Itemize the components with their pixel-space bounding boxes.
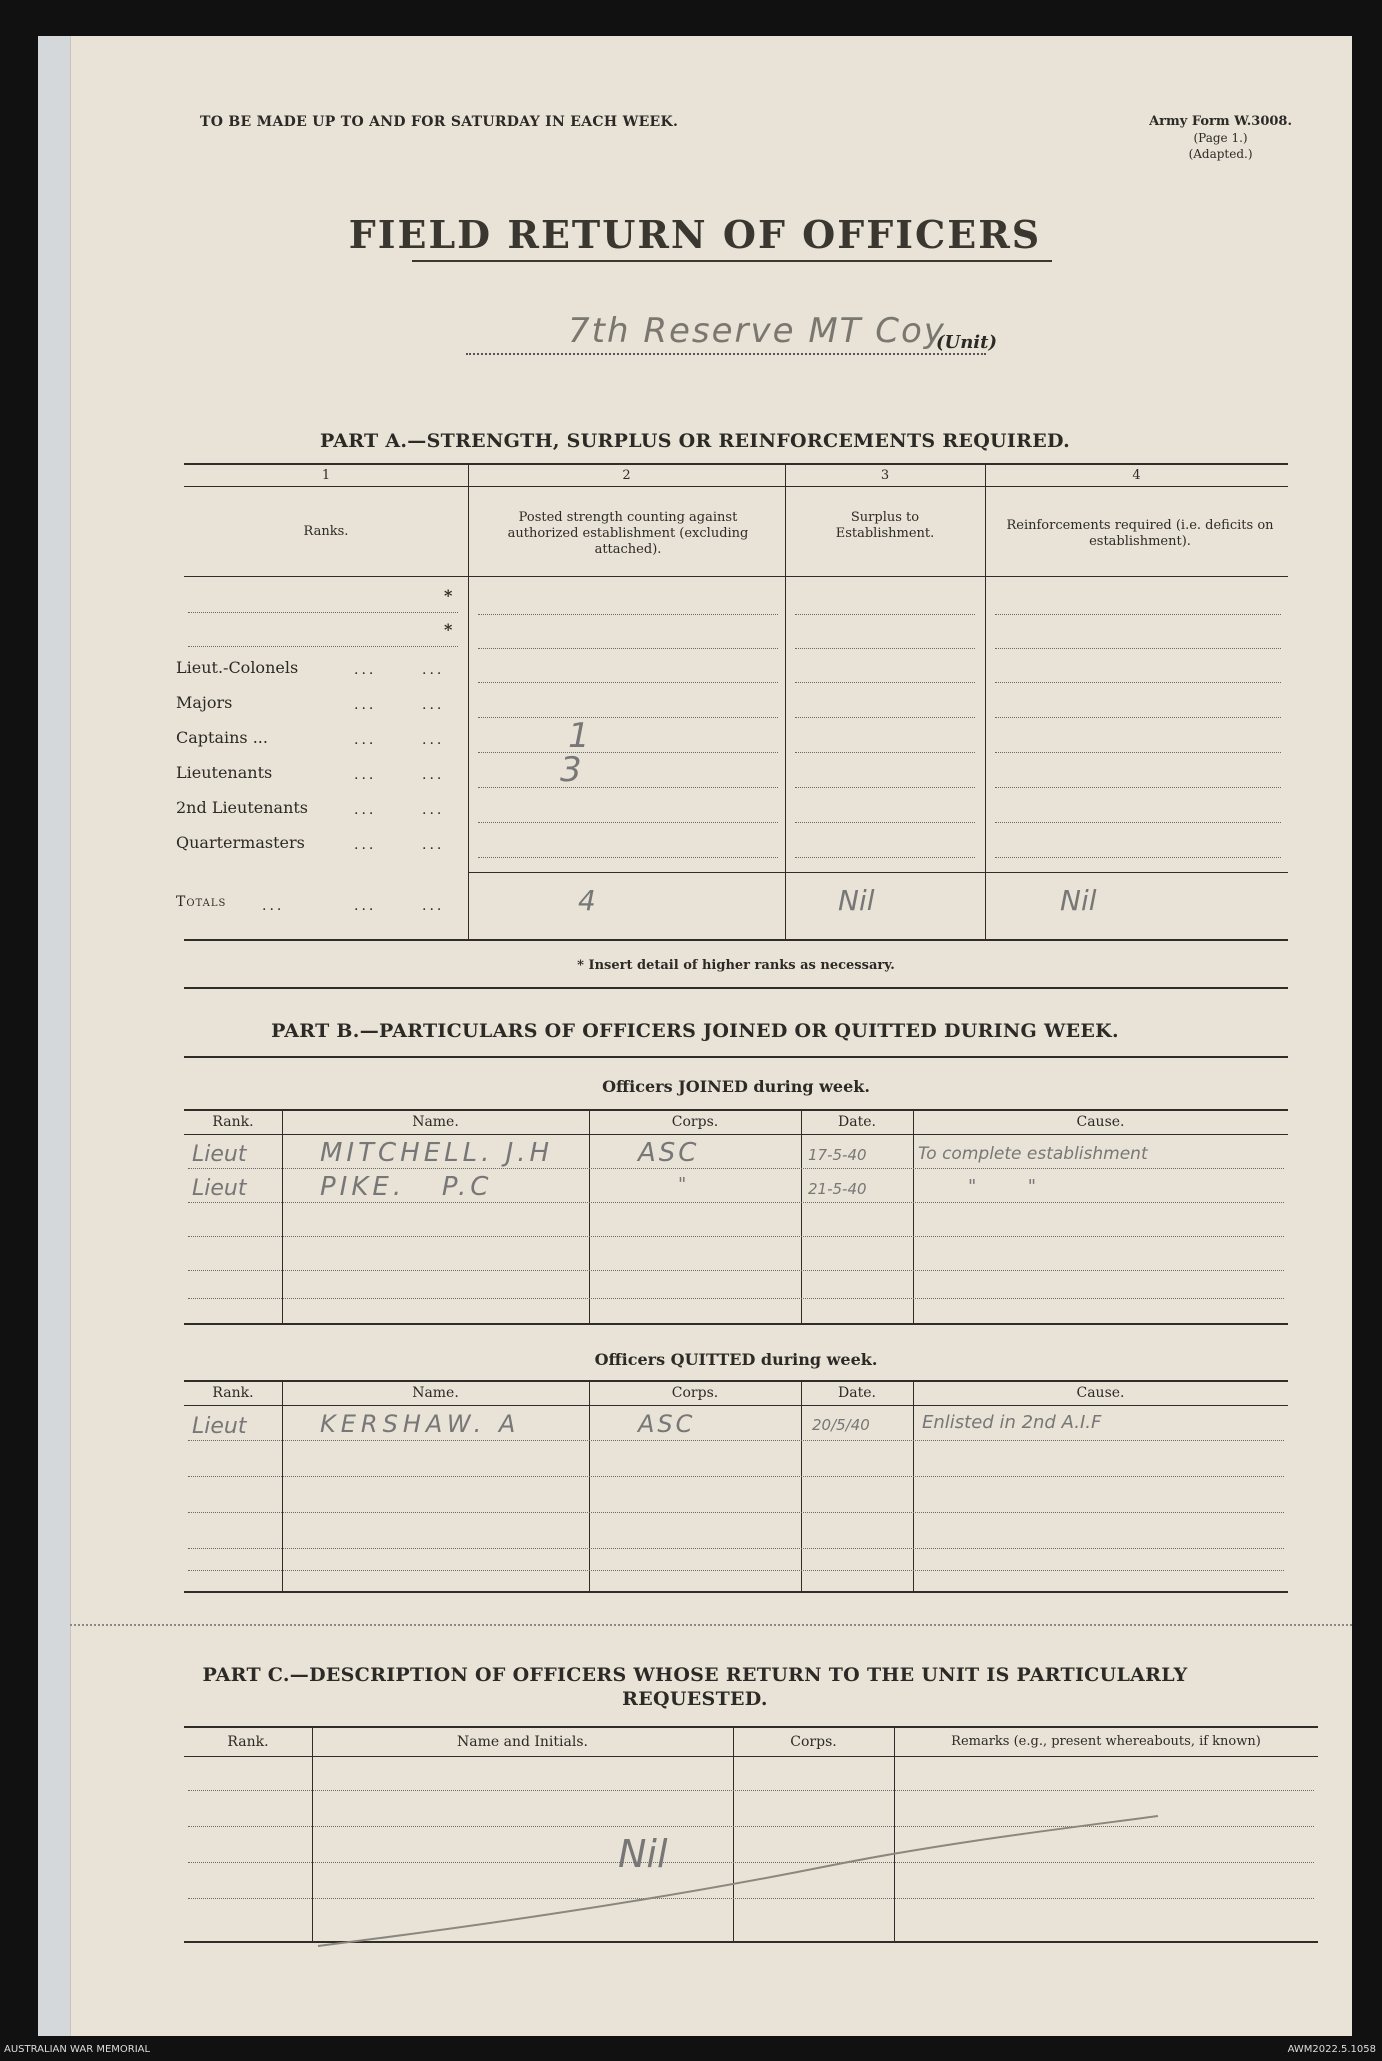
joined-row1-rank: Lieut <box>192 1142 247 1167</box>
rank-dots: ... <box>354 898 377 914</box>
col-number-1: 1 <box>321 468 331 483</box>
captains-strength: 1 <box>568 716 590 756</box>
part-a-note: * Insert detail of higher ranks as necessary. <box>577 958 895 973</box>
totals-reinforcements: Nil <box>1060 884 1097 917</box>
form-page-number: (Page 1.) <box>1193 131 1248 145</box>
unit-line <box>466 353 986 355</box>
col-number-3: 3 <box>880 468 890 483</box>
joined-row1-cause: To complete establishment <box>918 1144 1148 1164</box>
instruction-text: TO BE MADE UP TO AND FOR SATURDAY IN EACH WEEK. <box>200 114 679 130</box>
footer-accession: AWM2022.5.1058 <box>1287 2044 1376 2055</box>
unit-label: (Unit) <box>936 332 997 353</box>
joined-title: Officers JOINED during week. <box>602 1077 870 1096</box>
col-number-2: 2 <box>622 468 631 483</box>
part-c-col-remarks: Remarks (e.g., present whereabouts, if known) <box>951 1734 1261 1749</box>
title-underline <box>412 260 1052 262</box>
joined-row1-corps: ASC <box>638 1138 700 1168</box>
quitted-title: Officers QUITTED during week. <box>594 1350 878 1369</box>
rank-quartermasters: Quartermasters <box>176 833 305 852</box>
totals-surplus: Nil <box>838 884 875 917</box>
totals-strength: 4 <box>578 884 596 917</box>
form-adapted: (Adapted.) <box>1188 147 1253 161</box>
perforation-line <box>70 1624 1352 1626</box>
joined-col-corps: Corps. <box>671 1114 719 1130</box>
rank-dots: ... <box>422 697 445 713</box>
rank-dots: ... <box>354 732 377 748</box>
rank-dots: ... <box>354 802 377 818</box>
col-header-reinforcements: Reinforcements required (i.e. deficits on establishment). <box>1006 518 1274 549</box>
rank-dots: ... <box>354 837 377 853</box>
footer-credit: AUSTRALIAN WAR MEMORIAL <box>4 2044 151 2055</box>
quitted-row1-rank: Lieut <box>192 1414 247 1439</box>
joined-row2-name: PIKE. P.C <box>320 1172 493 1202</box>
part-b-title: PART B.—PARTICULARS OF OFFICERS JOINED OR QUITTED DURING WEEK. <box>271 1020 1119 1042</box>
part-c-title-line1: PART C.—DESCRIPTION OF OFFICERS WHOSE RETURN TO THE UNIT IS PARTICULARLY <box>202 1664 1188 1686</box>
star-marker: * <box>444 620 453 639</box>
joined-row2-date: 21-5-40 <box>808 1180 867 1198</box>
rank-dots: ... <box>422 802 445 818</box>
joined-col-rank: Rank. <box>212 1114 254 1130</box>
form-id: Army Form W.3008. <box>1149 114 1292 129</box>
rank-captains: Captains ... <box>176 728 268 747</box>
rank-dots: ... <box>422 767 445 783</box>
form-page <box>38 36 1352 2036</box>
rank-2nd-lieutenants: 2nd Lieutenants <box>176 798 309 817</box>
rank-dots: ... <box>354 697 377 713</box>
joined-row1-name: MITCHELL. J.H <box>320 1138 554 1168</box>
rank-majors: Majors <box>176 693 233 712</box>
rank-dots: ... <box>422 662 445 678</box>
form-id-block <box>1149 114 1292 162</box>
rank-lieutenants: Lieutenants <box>176 763 273 782</box>
part-c-col-rank: Rank. <box>227 1734 269 1750</box>
nil-strike-line <box>308 1776 1168 1956</box>
part-c-col-name: Name and Initials. <box>457 1734 588 1750</box>
rank-dots: ... <box>354 662 377 678</box>
col-header-ranks: Ranks. <box>303 524 349 539</box>
totals-label: Totals <box>176 894 227 910</box>
quitted-row1-cause: Enlisted in 2nd A.I.F <box>922 1412 1102 1433</box>
quitted-row1-corps: ASC <box>638 1410 696 1438</box>
rank-dots: ... <box>262 898 285 914</box>
rank-lieut-colonels: Lieut.-Colonels <box>176 658 299 677</box>
part-a-title: PART A.—STRENGTH, SURPLUS OR REINFORCEMENTS REQUIRED. <box>320 430 1070 452</box>
rank-dots: ... <box>422 837 445 853</box>
quitted-col-rank: Rank. <box>212 1385 254 1401</box>
joined-col-date: Date. <box>838 1114 876 1130</box>
unit-handwritten: 7th Reserve MT Coy <box>568 311 946 351</box>
joined-row1-date: 17-5-40 <box>808 1146 867 1164</box>
joined-row2-cause: " " <box>968 1176 1037 1197</box>
rank-dots: ... <box>422 732 445 748</box>
joined-col-cause: Cause. <box>1076 1114 1125 1130</box>
part-c-nil: Nil <box>618 1832 668 1876</box>
col-number-4: 4 <box>1132 468 1141 483</box>
part-c-col-corps: Corps. <box>790 1734 837 1750</box>
quitted-col-corps: Corps. <box>671 1385 719 1401</box>
page-title: FIELD RETURN OF OFFICERS <box>348 212 1042 257</box>
quitted-row1-name: KERSHAW. A <box>320 1410 521 1438</box>
joined-row2-rank: Lieut <box>192 1176 247 1201</box>
quitted-col-cause: Cause. <box>1076 1385 1125 1401</box>
quitted-row1-date: 20/5/40 <box>812 1416 870 1434</box>
quitted-col-date: Date. <box>838 1385 876 1401</box>
part-c-title-line2: REQUESTED. <box>622 1688 768 1710</box>
col-header-strength: Posted strength counting against authorized establishment (excluding attached). <box>507 510 749 557</box>
lieutenants-strength: 3 <box>560 750 582 790</box>
quitted-col-name: Name. <box>412 1385 459 1401</box>
joined-row2-corps: " <box>678 1174 687 1195</box>
col-header-surplus: Surplus to Establishment. <box>835 510 935 541</box>
joined-col-name: Name. <box>412 1114 459 1130</box>
rank-dots: ... <box>422 898 445 914</box>
star-marker: * <box>444 586 453 605</box>
rank-dots: ... <box>354 767 377 783</box>
